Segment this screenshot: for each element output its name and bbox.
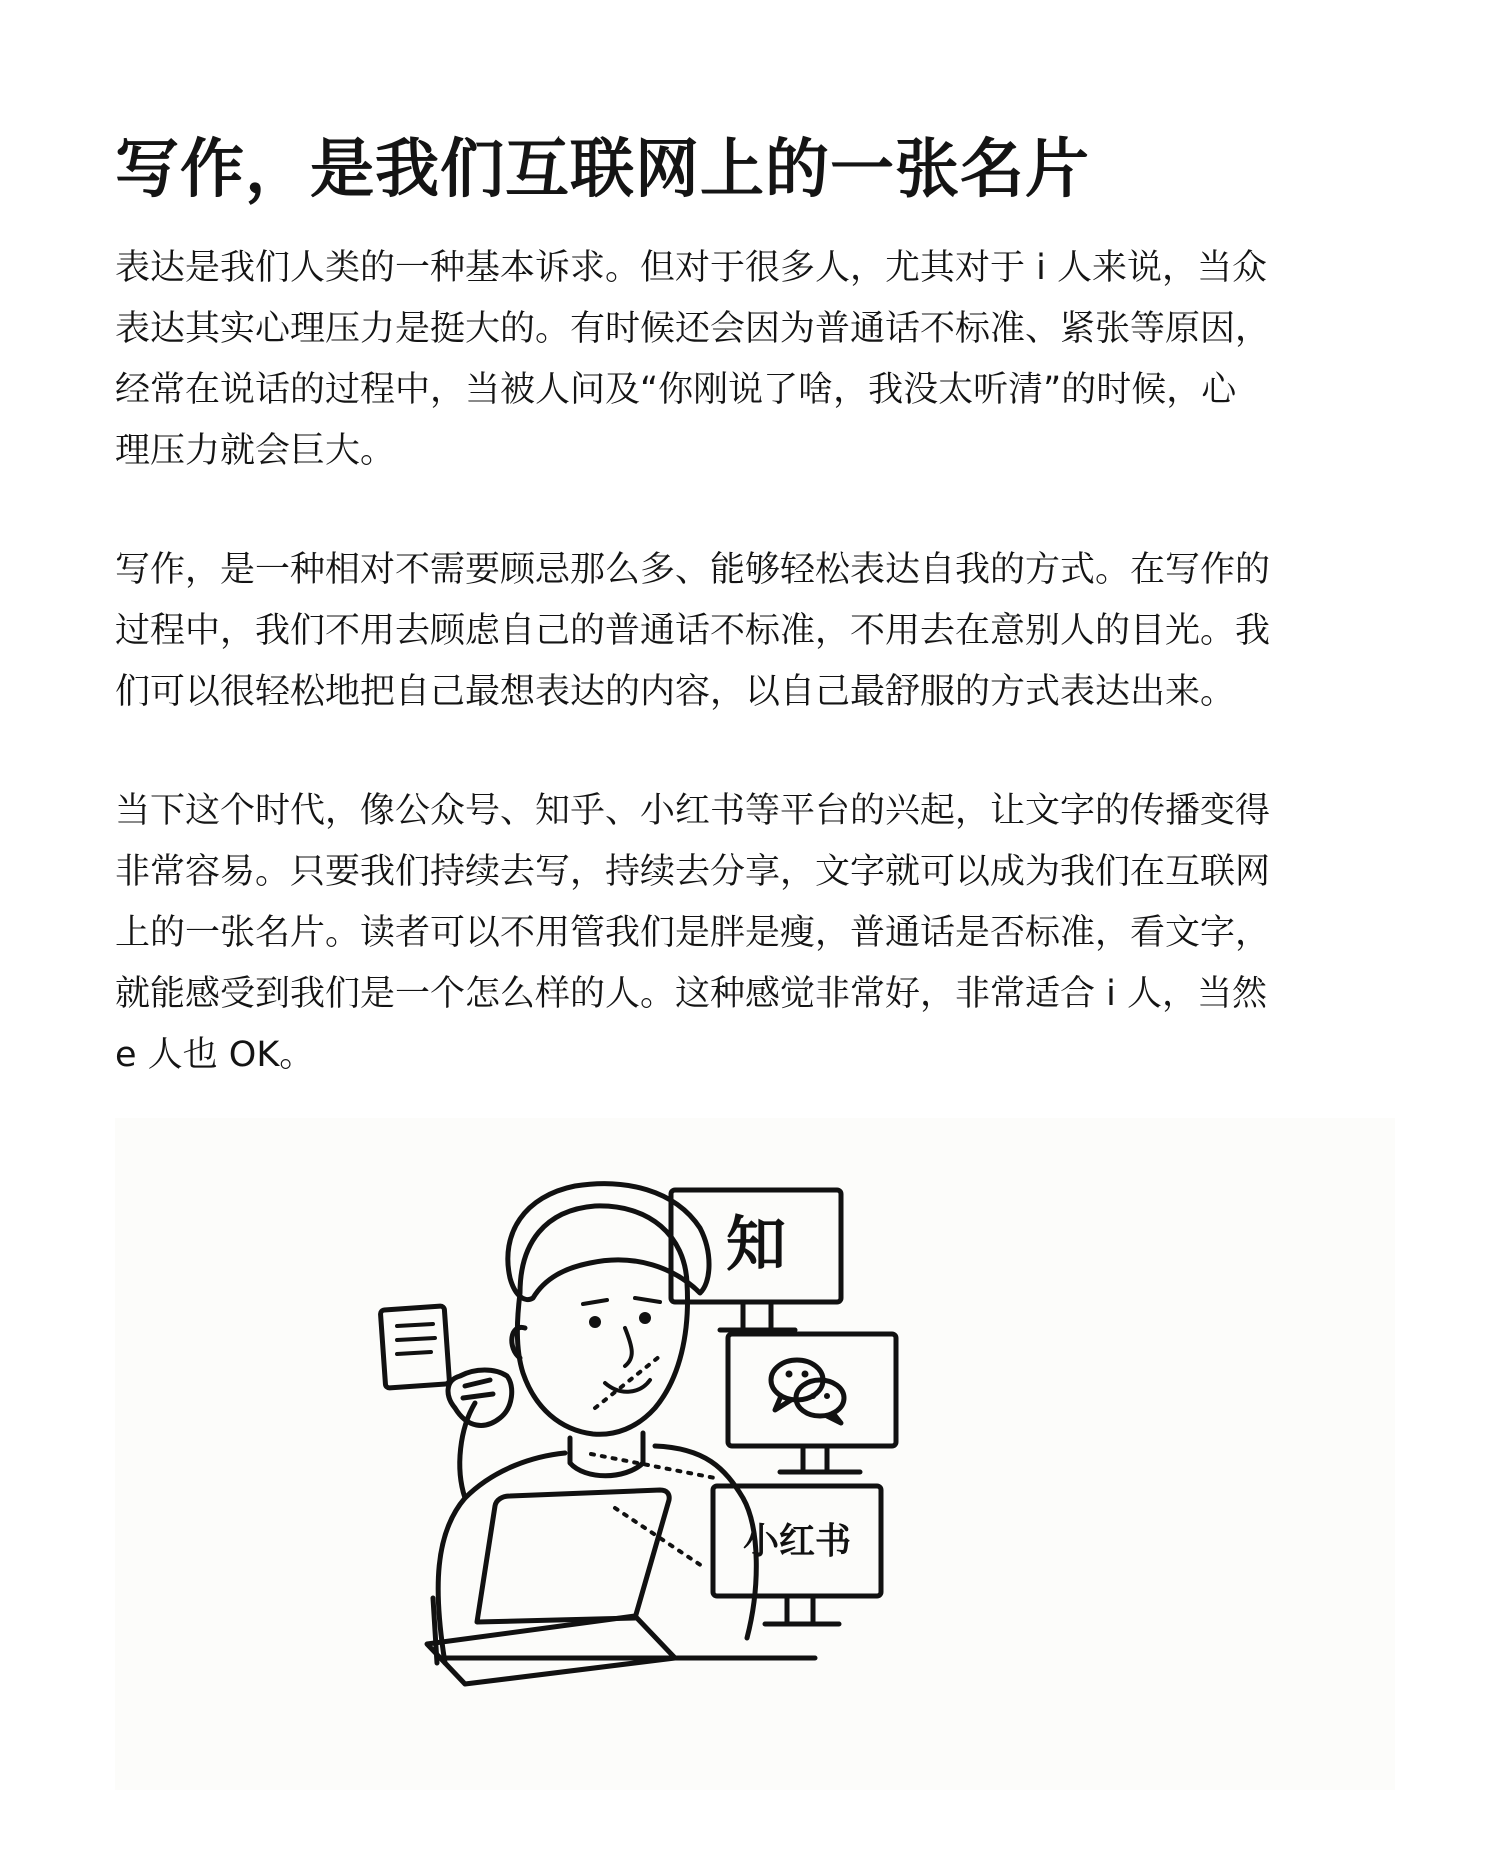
- monitor-zhihu: [671, 1190, 841, 1330]
- paragraph-1: [115, 238, 1270, 482]
- paragraph-line: 写作，是一种相对不需要顾忌那么多、能够轻松表达自我的方式。在写作的: [115, 550, 1271, 590]
- illustration-svg: [115, 1118, 1395, 1790]
- paragraph-line: 们可以很轻松地把自己最想表达的内容，以自己最舒服的方式表达出来。: [115, 672, 1236, 712]
- zhihu-label: 知: [726, 1210, 786, 1280]
- paragraph-2: [115, 540, 1270, 723]
- paragraph-line: 当下这个时代，像公众号、知乎、小红书等平台的兴起，让文字的传播变得: [115, 791, 1271, 831]
- monitor-xiaohongshu: [713, 1486, 881, 1624]
- paragraph-line: 经常在说话的过程中，当被人问及“你刚说了啥，我没太听清”的时候，心: [115, 370, 1237, 410]
- paragraph-line: 上的一张名片。读者可以不用管我们是胖是瘦，普通话是否标准，看文字，: [115, 913, 1271, 953]
- paragraph-3: [115, 781, 1270, 1086]
- paragraph-line: 理压力就会巨大。: [115, 431, 396, 471]
- writer-illustration: [115, 1118, 1395, 1790]
- paragraph-line: 表达其实心理压力是挺大的。有时候还会因为普通话不标准、紧张等原因，: [115, 309, 1271, 349]
- xiaohongshu-label: 小红书: [742, 1521, 852, 1562]
- paragraph-line: 就能感受到我们是一个怎么样的人。这种感觉非常好，非常适合 i 人，当然: [115, 974, 1267, 1014]
- paragraph-line: 表达是我们人类的一种基本诉求。但对于很多人，尤其对于 i 人来说，当众: [115, 248, 1267, 288]
- connector-line: [615, 1508, 705, 1568]
- name-card: [380, 1306, 449, 1388]
- monitor-wechat: [728, 1334, 896, 1472]
- laptop: [427, 1490, 675, 1684]
- paragraph-line: 过程中，我们不用去顾虑自己的普通话不标准，不用去在意别人的目光。我: [115, 611, 1271, 651]
- article-title: 写作，是我们互联网上的一张名片: [115, 133, 1090, 207]
- wechat-bubbles-icon: [771, 1360, 844, 1423]
- paragraph-line: e 人也 OK。: [115, 1035, 315, 1075]
- paragraph-line: 非常容易。只要我们持续去写，持续去分享，文字就可以成为我们在互联网: [115, 852, 1271, 892]
